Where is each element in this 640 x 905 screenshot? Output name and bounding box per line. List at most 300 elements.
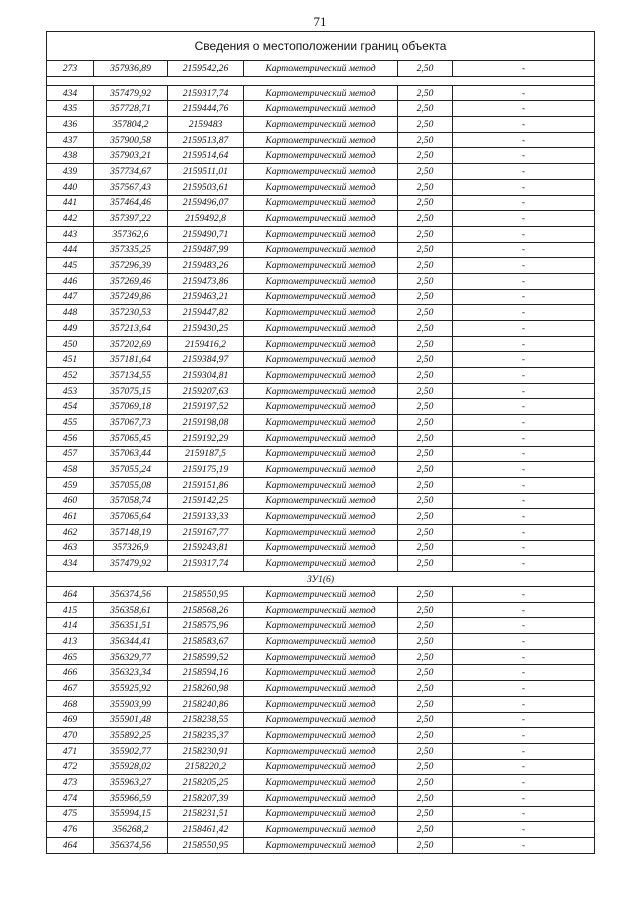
x-coordinate-cell: 357567,43	[94, 179, 168, 195]
point-number-cell: 464	[47, 838, 94, 854]
accuracy-cell: 2,50	[398, 226, 453, 242]
table-row	[47, 618, 595, 634]
x-coordinate-cell: 357065,45	[94, 430, 168, 446]
y-coordinate-cell: 2159483	[168, 117, 244, 133]
y-coordinate-cell: 2159463,21	[168, 289, 244, 305]
description-cell: -	[453, 602, 595, 618]
accuracy-cell: 2,50	[398, 430, 453, 446]
point-number-cell: 454	[47, 399, 94, 415]
description-cell: -	[453, 681, 595, 697]
y-coordinate-cell: 2159542,26	[168, 61, 244, 77]
method-cell: Картометрический метод	[244, 117, 398, 133]
accuracy-cell: 2,50	[398, 743, 453, 759]
point-number-cell: 441	[47, 195, 94, 211]
accuracy-cell: 2,50	[398, 211, 453, 227]
y-coordinate-cell: 2159142,25	[168, 493, 244, 509]
point-number-cell: 439	[47, 164, 94, 180]
method-cell: Картометрический метод	[244, 556, 398, 572]
y-coordinate-cell: 2159483,26	[168, 258, 244, 274]
y-coordinate-cell: 2159384,97	[168, 352, 244, 368]
point-number-cell: 451	[47, 352, 94, 368]
description-cell: -	[453, 305, 595, 321]
method-cell: Картометрический метод	[244, 273, 398, 289]
method-cell: Картометрический метод	[244, 258, 398, 274]
section-row	[47, 572, 595, 587]
method-cell: Картометрический метод	[244, 195, 398, 211]
table-row	[47, 681, 595, 697]
description-cell: -	[453, 101, 595, 117]
method-cell: Картометрический метод	[244, 446, 398, 462]
point-number-cell: 458	[47, 462, 94, 478]
table-row	[47, 195, 595, 211]
x-coordinate-cell: 357065,64	[94, 509, 168, 525]
x-coordinate-cell: 357936,89	[94, 61, 168, 77]
description-cell: -	[453, 117, 595, 133]
y-coordinate-cell: 2159192,29	[168, 430, 244, 446]
point-number-cell: 468	[47, 696, 94, 712]
description-cell: -	[453, 289, 595, 305]
y-coordinate-cell: 2159187,5	[168, 446, 244, 462]
x-coordinate-cell: 357148,19	[94, 524, 168, 540]
table-row	[47, 352, 595, 368]
y-coordinate-cell: 2158594,16	[168, 665, 244, 681]
description-cell: -	[453, 493, 595, 509]
table-row	[47, 179, 595, 195]
accuracy-cell: 2,50	[398, 399, 453, 415]
description-cell: -	[453, 790, 595, 806]
accuracy-cell: 2,50	[398, 524, 453, 540]
table-row	[47, 336, 595, 352]
table-row	[47, 587, 595, 603]
description-cell: -	[453, 179, 595, 195]
x-coordinate-cell: 357213,64	[94, 321, 168, 337]
accuracy-cell: 2,50	[398, 712, 453, 728]
x-coordinate-cell: 357397,22	[94, 211, 168, 227]
accuracy-cell: 2,50	[398, 383, 453, 399]
accuracy-cell: 2,50	[398, 85, 453, 101]
description-cell: -	[453, 618, 595, 634]
method-cell: Картометрический метод	[244, 415, 398, 431]
method-cell: Картометрический метод	[244, 61, 398, 77]
method-cell: Картометрический метод	[244, 242, 398, 258]
method-cell: Картометрический метод	[244, 336, 398, 352]
table-row	[47, 806, 595, 822]
y-coordinate-cell: 2158205,25	[168, 775, 244, 791]
table-row	[47, 211, 595, 227]
description-cell: -	[453, 352, 595, 368]
section-label: ЗУ1(6)	[47, 572, 595, 587]
method-cell: Картометрический метод	[244, 696, 398, 712]
table-row	[47, 415, 595, 431]
description-cell: -	[453, 61, 595, 77]
x-coordinate-cell: 355902,77	[94, 743, 168, 759]
table-row	[47, 117, 595, 133]
table-row	[47, 712, 595, 728]
y-coordinate-cell: 2159317,74	[168, 556, 244, 572]
accuracy-cell: 2,50	[398, 602, 453, 618]
y-coordinate-cell: 2158550,95	[168, 587, 244, 603]
x-coordinate-cell: 357055,24	[94, 462, 168, 478]
table-row	[47, 61, 595, 77]
method-cell: Картометрический метод	[244, 509, 398, 525]
point-number-cell: 459	[47, 477, 94, 493]
method-cell: Картометрический метод	[244, 681, 398, 697]
y-coordinate-cell: 2159492,8	[168, 211, 244, 227]
accuracy-cell: 2,50	[398, 838, 453, 854]
method-cell: Картометрический метод	[244, 540, 398, 556]
x-coordinate-cell: 357804,2	[94, 117, 168, 133]
description-cell: -	[453, 321, 595, 337]
table-row	[47, 164, 595, 180]
x-coordinate-cell: 357900,58	[94, 132, 168, 148]
accuracy-cell: 2,50	[398, 273, 453, 289]
method-cell: Картометрический метод	[244, 462, 398, 478]
point-number-cell: 474	[47, 790, 94, 806]
description-cell: -	[453, 743, 595, 759]
table-row	[47, 524, 595, 540]
method-cell: Картометрический метод	[244, 806, 398, 822]
y-coordinate-cell: 2158568,26	[168, 602, 244, 618]
point-number-cell: 460	[47, 493, 94, 509]
y-coordinate-cell: 2158599,52	[168, 649, 244, 665]
table-row	[47, 289, 595, 305]
table-row	[47, 399, 595, 415]
table-row	[47, 477, 595, 493]
table-row	[47, 790, 595, 806]
accuracy-cell: 2,50	[398, 540, 453, 556]
accuracy-cell: 2,50	[398, 728, 453, 744]
description-cell: -	[453, 665, 595, 681]
method-cell: Картометрический метод	[244, 211, 398, 227]
point-number-cell: 466	[47, 665, 94, 681]
point-number-cell: 463	[47, 540, 94, 556]
description-cell: -	[453, 822, 595, 838]
accuracy-cell: 2,50	[398, 806, 453, 822]
method-cell: Картометрический метод	[244, 759, 398, 775]
x-coordinate-cell: 357134,55	[94, 368, 168, 384]
y-coordinate-cell: 2159487,99	[168, 242, 244, 258]
x-coordinate-cell: 356351,51	[94, 618, 168, 634]
description-cell: -	[453, 399, 595, 415]
description-cell: -	[453, 85, 595, 101]
method-cell: Картометрический метод	[244, 728, 398, 744]
x-coordinate-cell: 357058,74	[94, 493, 168, 509]
point-number-cell: 446	[47, 273, 94, 289]
table-row	[47, 665, 595, 681]
accuracy-cell: 2,50	[398, 148, 453, 164]
method-cell: Картометрический метод	[244, 477, 398, 493]
accuracy-cell: 2,50	[398, 509, 453, 525]
accuracy-cell: 2,50	[398, 681, 453, 697]
accuracy-cell: 2,50	[398, 775, 453, 791]
y-coordinate-cell: 2158230,91	[168, 743, 244, 759]
method-cell: Картометрический метод	[244, 226, 398, 242]
point-number-cell: 467	[47, 681, 94, 697]
y-coordinate-cell: 2159133,33	[168, 509, 244, 525]
point-number-cell: 415	[47, 602, 94, 618]
method-cell: Картометрический метод	[244, 179, 398, 195]
method-cell: Картометрический метод	[244, 101, 398, 117]
x-coordinate-cell: 356358,61	[94, 602, 168, 618]
accuracy-cell: 2,50	[398, 696, 453, 712]
y-coordinate-cell: 2159317,74	[168, 85, 244, 101]
point-number-cell: 413	[47, 634, 94, 650]
y-coordinate-cell: 2158235,37	[168, 728, 244, 744]
description-cell: -	[453, 148, 595, 164]
y-coordinate-cell: 2159304,81	[168, 368, 244, 384]
description-cell: -	[453, 242, 595, 258]
table-row	[47, 305, 595, 321]
y-coordinate-cell: 2159503,61	[168, 179, 244, 195]
point-number-cell: 449	[47, 321, 94, 337]
description-cell: -	[453, 336, 595, 352]
point-number-cell: 440	[47, 179, 94, 195]
table-row	[47, 242, 595, 258]
method-cell: Картометрический метод	[244, 524, 398, 540]
y-coordinate-cell: 2158550,95	[168, 838, 244, 854]
x-coordinate-cell: 355966,59	[94, 790, 168, 806]
method-cell: Картометрический метод	[244, 618, 398, 634]
table-row	[47, 556, 595, 572]
accuracy-cell: 2,50	[398, 462, 453, 478]
y-coordinate-cell: 2158231,51	[168, 806, 244, 822]
y-coordinate-cell: 2158461,42	[168, 822, 244, 838]
accuracy-cell: 2,50	[398, 179, 453, 195]
point-number-cell: 434	[47, 85, 94, 101]
accuracy-cell: 2,50	[398, 305, 453, 321]
point-number-cell: 445	[47, 258, 94, 274]
y-coordinate-cell: 2159430,25	[168, 321, 244, 337]
method-cell: Картометрический метод	[244, 587, 398, 603]
description-cell: -	[453, 383, 595, 399]
accuracy-cell: 2,50	[398, 665, 453, 681]
description-cell: -	[453, 273, 595, 289]
method-cell: Картометрический метод	[244, 790, 398, 806]
accuracy-cell: 2,50	[398, 618, 453, 634]
table-row	[47, 148, 595, 164]
y-coordinate-cell: 2158238,55	[168, 712, 244, 728]
description-cell: -	[453, 368, 595, 384]
table-row	[47, 838, 595, 854]
x-coordinate-cell: 355963,27	[94, 775, 168, 791]
point-number-cell: 471	[47, 743, 94, 759]
method-cell: Картометрический метод	[244, 132, 398, 148]
description-cell: -	[453, 164, 595, 180]
x-coordinate-cell: 357326,9	[94, 540, 168, 556]
x-coordinate-cell: 356323,34	[94, 665, 168, 681]
y-coordinate-cell: 2159243,81	[168, 540, 244, 556]
method-cell: Картометрический метод	[244, 352, 398, 368]
accuracy-cell: 2,50	[398, 446, 453, 462]
description-cell: -	[453, 728, 595, 744]
method-cell: Картометрический метод	[244, 164, 398, 180]
boundary-coordinates-table	[46, 31, 595, 854]
y-coordinate-cell: 2158220,2	[168, 759, 244, 775]
y-coordinate-cell: 2158260,98	[168, 681, 244, 697]
table-row	[47, 430, 595, 446]
description-cell: -	[453, 258, 595, 274]
accuracy-cell: 2,50	[398, 790, 453, 806]
table-row	[47, 226, 595, 242]
x-coordinate-cell: 357335,25	[94, 242, 168, 258]
y-coordinate-cell: 2159490,71	[168, 226, 244, 242]
x-coordinate-cell: 356268,2	[94, 822, 168, 838]
x-coordinate-cell: 357479,92	[94, 85, 168, 101]
point-number-cell: 447	[47, 289, 94, 305]
description-cell: -	[453, 587, 595, 603]
accuracy-cell: 2,50	[398, 634, 453, 650]
description-cell: -	[453, 226, 595, 242]
description-cell: -	[453, 211, 595, 227]
y-coordinate-cell: 2159198,08	[168, 415, 244, 431]
y-coordinate-cell: 2158583,67	[168, 634, 244, 650]
x-coordinate-cell: 357181,64	[94, 352, 168, 368]
y-coordinate-cell: 2158207,39	[168, 790, 244, 806]
method-cell: Картометрический метод	[244, 493, 398, 509]
accuracy-cell: 2,50	[398, 477, 453, 493]
table-row	[47, 101, 595, 117]
x-coordinate-cell: 357464,46	[94, 195, 168, 211]
table-header-row	[47, 32, 595, 61]
point-number-cell: 448	[47, 305, 94, 321]
x-coordinate-cell: 357728,71	[94, 101, 168, 117]
accuracy-cell: 2,50	[398, 822, 453, 838]
table-row	[47, 775, 595, 791]
page-number: 71	[313, 14, 327, 29]
point-number-cell: 455	[47, 415, 94, 431]
accuracy-cell: 2,50	[398, 759, 453, 775]
accuracy-cell: 2,50	[398, 242, 453, 258]
table-row	[47, 696, 595, 712]
point-number-cell: 436	[47, 117, 94, 133]
accuracy-cell: 2,50	[398, 587, 453, 603]
spacer-row	[47, 76, 595, 85]
table-row	[47, 540, 595, 556]
table-row	[47, 132, 595, 148]
method-cell: Картометрический метод	[244, 838, 398, 854]
point-number-cell: 438	[47, 148, 94, 164]
method-cell: Картометрический метод	[244, 775, 398, 791]
description-cell: -	[453, 696, 595, 712]
description-cell: -	[453, 430, 595, 446]
method-cell: Картометрический метод	[244, 148, 398, 164]
table-row	[47, 446, 595, 462]
description-cell: -	[453, 195, 595, 211]
point-number-cell: 414	[47, 618, 94, 634]
y-coordinate-cell: 2159416,2	[168, 336, 244, 352]
point-number-cell: 434	[47, 556, 94, 572]
y-coordinate-cell: 2159151,86	[168, 477, 244, 493]
accuracy-cell: 2,50	[398, 61, 453, 77]
table-row	[47, 759, 595, 775]
x-coordinate-cell: 355903,99	[94, 696, 168, 712]
y-coordinate-cell: 2159175,19	[168, 462, 244, 478]
table-row	[47, 602, 595, 618]
method-cell: Картометрический метод	[244, 649, 398, 665]
point-number-cell: 453	[47, 383, 94, 399]
description-cell: -	[453, 838, 595, 854]
method-cell: Картометрический метод	[244, 399, 398, 415]
point-number-cell: 435	[47, 101, 94, 117]
x-coordinate-cell: 355994,15	[94, 806, 168, 822]
accuracy-cell: 2,50	[398, 132, 453, 148]
point-number-cell: 475	[47, 806, 94, 822]
description-cell: -	[453, 524, 595, 540]
x-coordinate-cell: 357055,08	[94, 477, 168, 493]
description-cell: -	[453, 556, 595, 572]
y-coordinate-cell: 2158240,86	[168, 696, 244, 712]
y-coordinate-cell: 2159514,64	[168, 148, 244, 164]
point-number-cell: 464	[47, 587, 94, 603]
x-coordinate-cell: 357202,69	[94, 336, 168, 352]
table-title: Сведения о местоположении границ объекта	[47, 32, 595, 61]
method-cell: Картометрический метод	[244, 743, 398, 759]
description-cell: -	[453, 509, 595, 525]
point-number-cell: 462	[47, 524, 94, 540]
x-coordinate-cell: 355892,25	[94, 728, 168, 744]
x-coordinate-cell: 356374,56	[94, 587, 168, 603]
table-row	[47, 258, 595, 274]
x-coordinate-cell: 357362,6	[94, 226, 168, 242]
method-cell: Картометрический метод	[244, 665, 398, 681]
y-coordinate-cell: 2159444,76	[168, 101, 244, 117]
point-number-cell: 273	[47, 61, 94, 77]
description-cell: -	[453, 462, 595, 478]
x-coordinate-cell: 355925,92	[94, 681, 168, 697]
point-number-cell: 444	[47, 242, 94, 258]
x-coordinate-cell: 357230,53	[94, 305, 168, 321]
point-number-cell: 473	[47, 775, 94, 791]
point-number-cell: 457	[47, 446, 94, 462]
x-coordinate-cell: 357296,39	[94, 258, 168, 274]
table-row	[47, 634, 595, 650]
accuracy-cell: 2,50	[398, 164, 453, 180]
accuracy-cell: 2,50	[398, 493, 453, 509]
method-cell: Картометрический метод	[244, 321, 398, 337]
table-row	[47, 273, 595, 289]
x-coordinate-cell: 357903,21	[94, 148, 168, 164]
accuracy-cell: 2,50	[398, 258, 453, 274]
accuracy-cell: 2,50	[398, 368, 453, 384]
table-row	[47, 383, 595, 399]
y-coordinate-cell: 2159496,07	[168, 195, 244, 211]
x-coordinate-cell: 357249,86	[94, 289, 168, 305]
description-cell: -	[453, 806, 595, 822]
x-coordinate-cell: 356374,56	[94, 838, 168, 854]
y-coordinate-cell: 2159197,52	[168, 399, 244, 415]
table-row	[47, 509, 595, 525]
point-number-cell: 443	[47, 226, 94, 242]
method-cell: Картометрический метод	[244, 305, 398, 321]
method-cell: Картометрический метод	[244, 634, 398, 650]
x-coordinate-cell: 357269,46	[94, 273, 168, 289]
description-cell: -	[453, 132, 595, 148]
x-coordinate-cell: 355901,48	[94, 712, 168, 728]
y-coordinate-cell: 2159167,77	[168, 524, 244, 540]
accuracy-cell: 2,50	[398, 352, 453, 368]
y-coordinate-cell: 2159473,86	[168, 273, 244, 289]
point-number-cell: 452	[47, 368, 94, 384]
point-number-cell: 437	[47, 132, 94, 148]
description-cell: -	[453, 649, 595, 665]
table-row	[47, 368, 595, 384]
x-coordinate-cell: 355928,02	[94, 759, 168, 775]
point-number-cell: 450	[47, 336, 94, 352]
table-row	[47, 649, 595, 665]
accuracy-cell: 2,50	[398, 117, 453, 133]
description-cell: -	[453, 540, 595, 556]
method-cell: Картометрический метод	[244, 85, 398, 101]
